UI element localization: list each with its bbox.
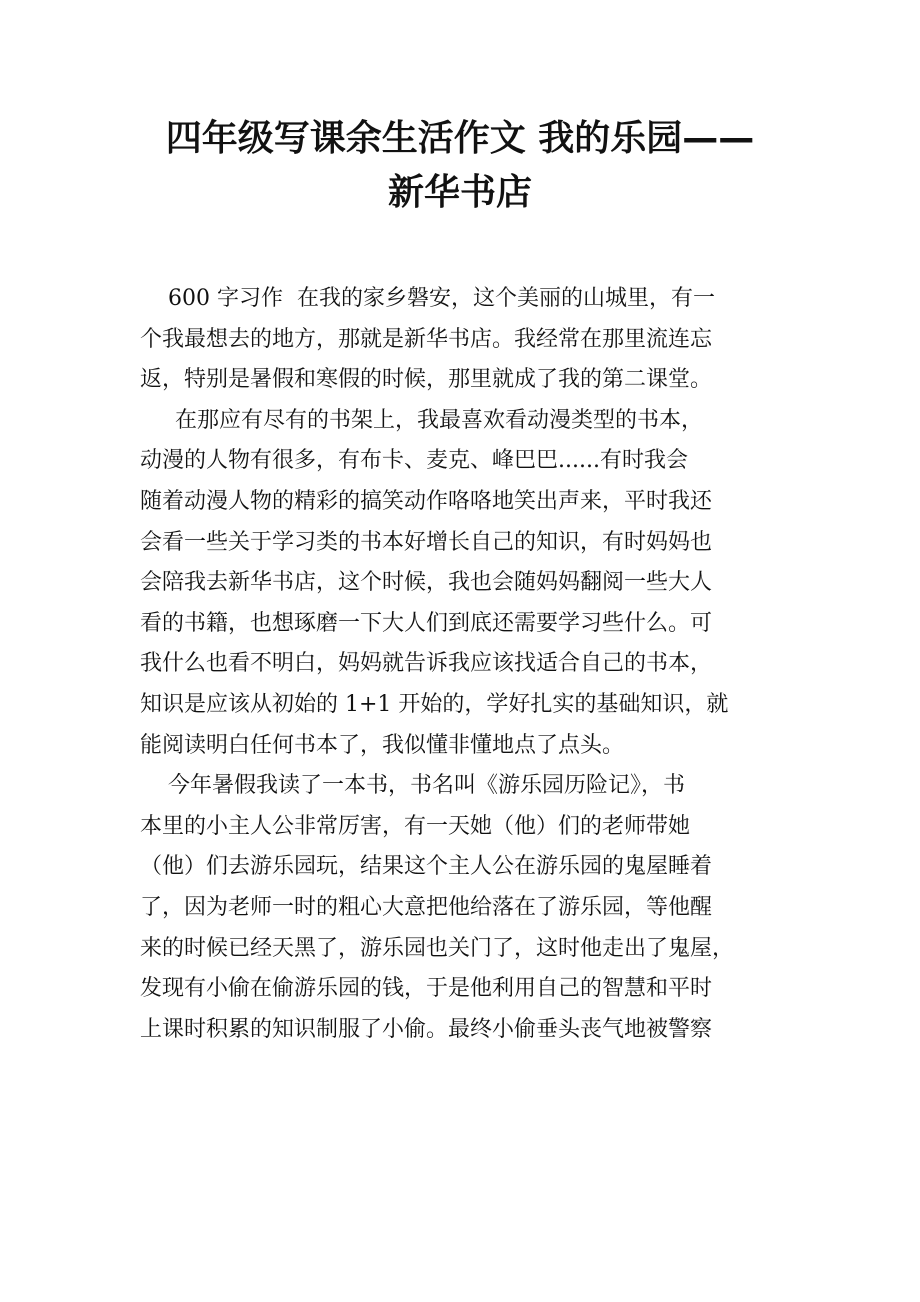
body-line: 600 字习作 在我的家乡磐安，这个美丽的山城里，有一 xyxy=(140,286,715,311)
body-line: 了，因为老师一时的粗心大意把他给落在了游乐园，等他醒 xyxy=(140,894,713,920)
body-line: 知识是应该从初始的 1+1 开始的，学好扎实的基础知识，就 xyxy=(140,691,729,717)
body-line: 本里的小主人公非常厉害，有一天她（他）们的老师带她 xyxy=(140,813,691,839)
body-line: 看的书籍，也想琢磨一下大人们到底还需要学习些什么。可 xyxy=(140,610,713,636)
body-line: 能阅读明白任何书本了，我似懂非懂地点了点头。 xyxy=(140,732,625,758)
body-line: 随着动漫人物的精彩的搞笑动作咯咯地笑出声来，平时我还 xyxy=(140,488,713,514)
body-line: 今年暑假我读了一本书，书名叫《游乐园历险记》，书 xyxy=(140,773,685,799)
body-line: 会看一些关于学习类的书本好增长自己的知识，有时妈妈也 xyxy=(140,529,713,555)
body-line: 我什么也看不明白，妈妈就告诉我应该找适合自己的书本， xyxy=(140,651,713,677)
body-line: 上课时积累的知识制服了小偷。最终小偷垂头丧气地被警察 xyxy=(140,1016,713,1042)
body-line: 个我最想去的地方，那就是新华书店。我经常在那里流连忘 xyxy=(140,326,713,352)
body-line: 在那应有尽有的书架上，我最喜欢看动漫类型的书本， xyxy=(140,407,703,433)
title-line-1: 四年级写课余生活作文 我的乐园—— xyxy=(165,118,755,159)
document-body xyxy=(140,279,785,1050)
body-line: 返，特别是暑假和寒假的时候，那里就成了我的第二课堂。 xyxy=(140,367,713,393)
body-line: 来的时候已经天黑了，游乐园也关门了，这时他走出了鬼屋， xyxy=(140,935,735,961)
body-line: 动漫的人物有很多，有布卡、麦克、峰巴巴......有时我会 xyxy=(140,448,688,474)
title-line-2: 新华书店 xyxy=(387,172,532,213)
document-title xyxy=(100,112,820,220)
body-line: 会陪我去新华书店，这个时候，我也会随妈妈翻阅一些大人 xyxy=(140,570,713,596)
body-line: （他）们去游乐园玩，结果这个主人公在游乐园的鬼屋睡着 xyxy=(140,854,713,880)
body-line: 发现有小偷在偷游乐园的钱，于是他利用自己的智慧和平时 xyxy=(140,976,713,1002)
